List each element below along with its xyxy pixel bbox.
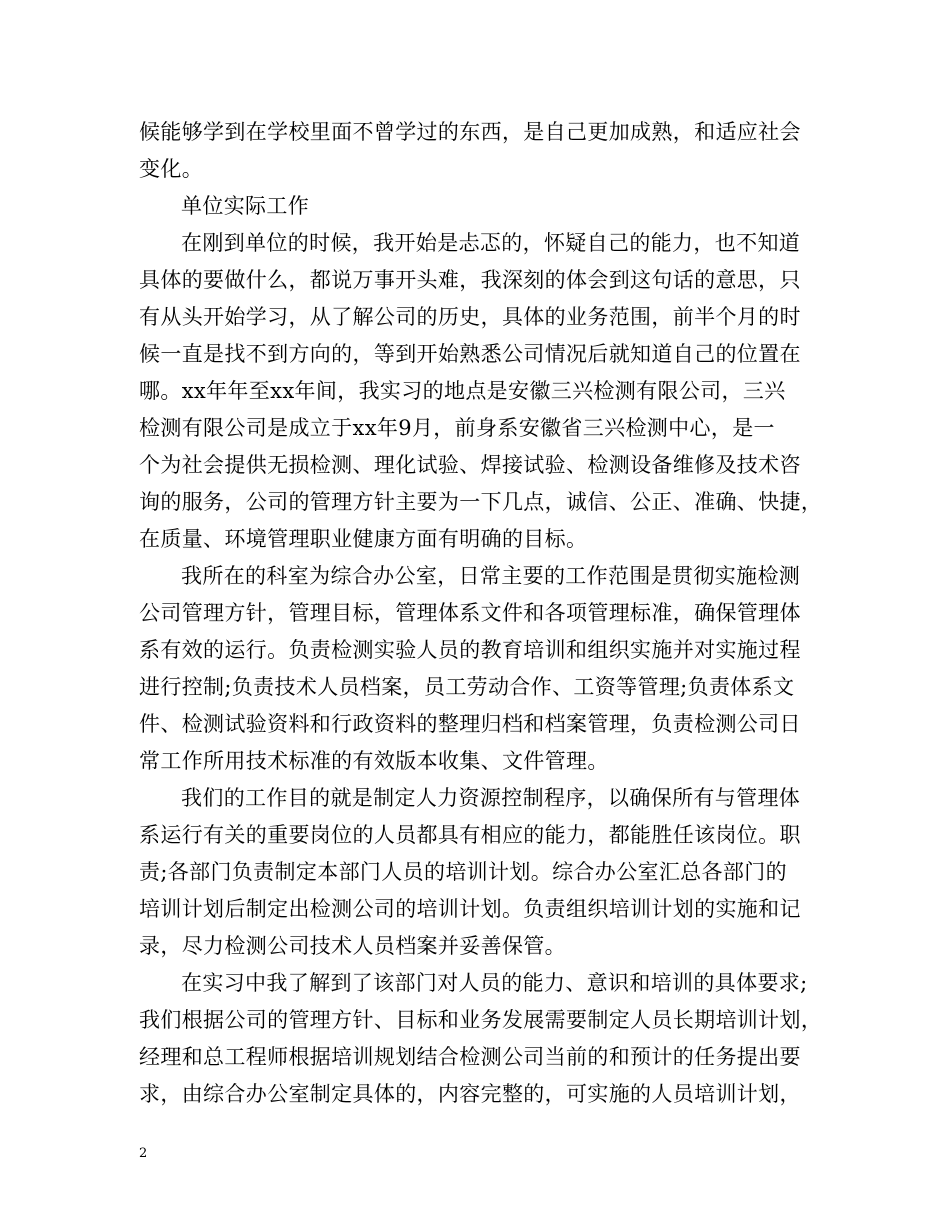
section-heading: 单位实际工作 [181,194,310,218]
text-line: 公司管理方针，管理目标，管理体系文件和各项管理标准，确保管理体 [139,601,801,625]
text-line: 变化。 [139,157,204,181]
text-line: 常工作所用技术标准的有效版本收集、文件管理。 [139,749,609,773]
text-line: 进行控制;负责技术人员档案，员工劳动合作、工资等管理;负责体系文 [139,675,795,699]
text-line: 经理和总工程师根据培训规划结合检测公司当前的和预计的任务提出要 [139,1045,801,1069]
text-line: 我们的工作目的就是制定人力资源控制程序，以确保所有与管理体 [181,786,801,810]
text-line: 有从头开始学习，从了解公司的历史，具体的业务范围，前半个月的时 [139,305,801,329]
text-line: 求，由综合办公室制定具体的，内容完整的，可实施的人员培训计划， [139,1082,801,1106]
text-line: 哪。xx年年至xx年间，我实习的地点是安徽三兴检测有限公司，三兴 [139,379,786,403]
page-number: 2 [139,1146,148,1161]
text-line: 具体的要做什么，都说万事开头难，我深刻的体会到这句话的意思，只 [139,268,801,292]
text-line: 系有效的运行。负责检测实验人员的教育培训和组织实施并对实施过程 [139,638,801,662]
text-line: 我们根据公司的管理方针、目标和业务发展需要制定人员长期培训计划， [139,1008,823,1032]
text-line: 责;各部门负责制定本部门人员的培训计划。综合办公室汇总各部门的 [139,860,787,884]
text-line: 询的服务，公司的管理方针主要为一下几点，诚信、公正、准确、快捷， [139,490,823,514]
text-line: 系运行有关的重要岗位的人员都具有相应的能力，都能胜任该岗位。职 [139,823,801,847]
text-line: 检测有限公司是成立于xx年9月，前身系安徽省三兴检测中心，是一 [139,416,775,440]
text-line: 培训计划后制定出检测公司的培训计划。负责组织培训计划的实施和记 [139,897,801,921]
text-line: 个为社会提供无损检测、理化试验、焊接试验、检测设备维修及技术咨 [139,453,801,477]
text-line: 在实习中我了解到了该部门对人员的能力、意识和培训的具体要求; [181,971,808,995]
text-line: 录，尽力检测公司技术人员档案并妥善保管。 [139,934,566,958]
text-line: 件、检测试验资料和行政资料的整理归档和档案管理，负责检测公司日 [139,712,801,736]
text-line: 我所在的科室为综合办公室，日常主要的工作范围是贯彻实施检测 [181,564,801,588]
text-line: 在刚到单位的时候，我开始是忐忑的，怀疑自己的能力，也不知道 [181,231,801,255]
text-line: 候一直是找不到方向的，等到开始熟悉公司情况后就知道自己的位置在 [139,342,801,366]
text-line: 在质量、环境管理职业健康方面有明确的目标。 [139,527,588,551]
text-line: 候能够学到在学校里面不曾学过的东西，是自己更加成熟，和适应社会 [139,120,801,144]
